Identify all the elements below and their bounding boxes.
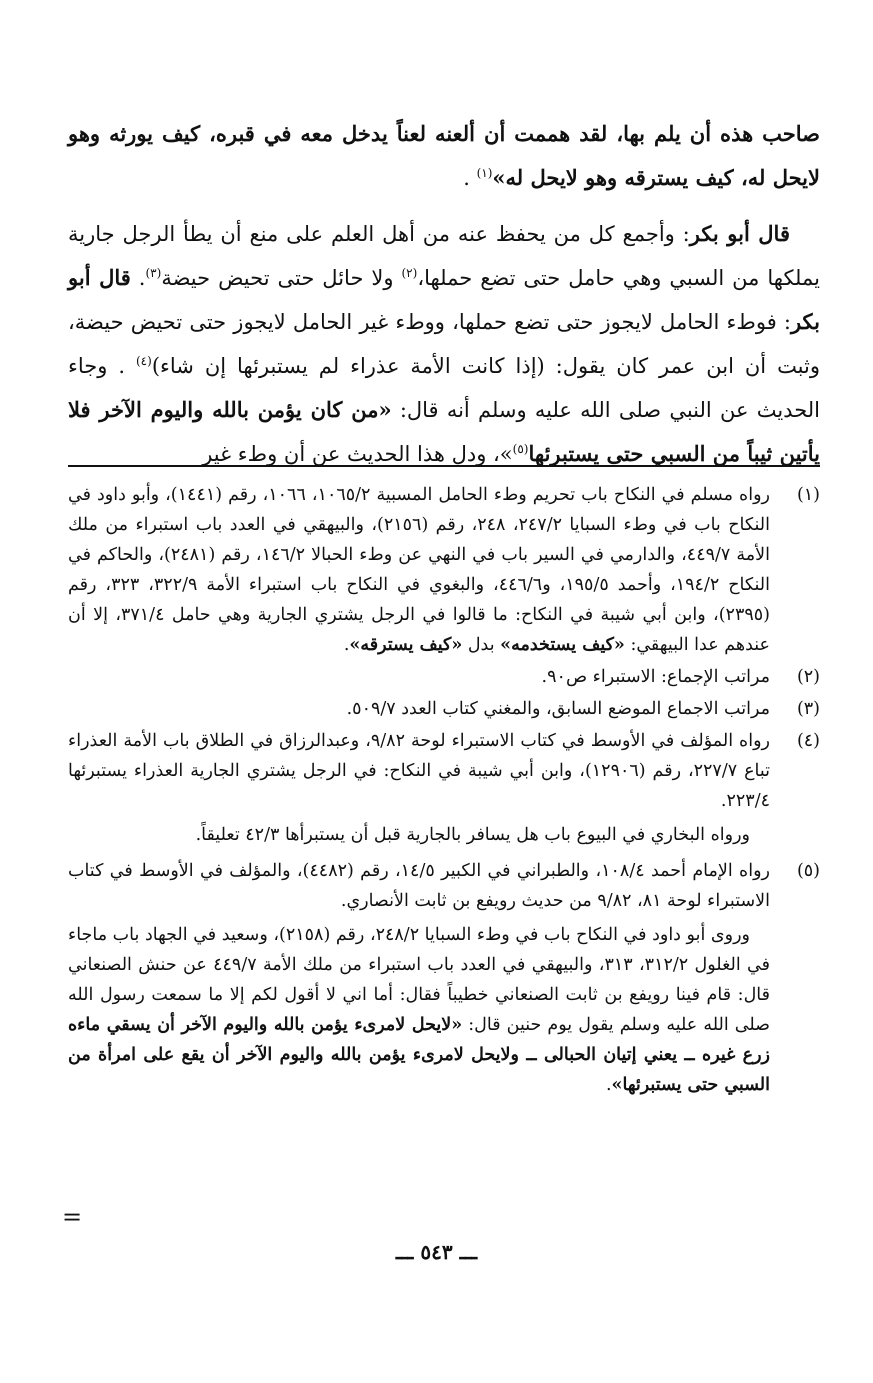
text-segment: ولا حائل حتى تحيض حيضة	[161, 266, 402, 290]
text-segment: .	[130, 266, 146, 290]
footnote-number: (٤)	[796, 731, 820, 751]
footnote-2	[68, 662, 820, 692]
footnote-text-segment: .	[343, 635, 350, 655]
hadith-text: «لايحل لامرىء يؤمن بالله واليوم الآخر أن يسقي ماءه زرع غيره ــ يعني إتيان الحبالى ــ ولايحل لامرىء يؤمن بالله واليوم الآخر أن يقع على امرأة من السبي حتى يستبرئها»	[68, 1015, 770, 1095]
continuation-mark: =	[62, 1203, 83, 1231]
quoted-variant: «كيف يسترقه»	[349, 635, 463, 655]
footnote-text-segment: رواه مسلم في النكاح باب تحريم وطء الحامل المسبية ١٠٦٥/٢، ١٠٦٦، رقم (١٤٤١)، وأبو داود في النكاح باب في وطء السبايا ٢٤٧/٢، ٢٤٨، رقم (٢١٥٦)، والبيهقي في العدد باب استبراء من ملك الأمة ٤٤٩/٧، والدارمي في السير باب في النهي عن وطء الحبالا ١٤٦/٢، رقم (٢٤٨١)، والحاكم في النكاح ١٩٤/٢، وأحمد ١٩٥/٥، و٤٤٦/٦، والبغوي في النكاح باب استبراء الأمة ٣٢٢/٩، ٣٢٣، رقم (٢٣٩٥)، وابن أبي شيبة في النكاح: ما قالوا في الرجل يشتري الجارية وهي حامل ٣٧١/٤، إلا أن عندهم عدا البيهقي:	[68, 485, 770, 655]
footnote-ref-4: (٤)	[135, 354, 152, 368]
footnote-5	[68, 856, 820, 916]
footnote-divider	[68, 465, 820, 467]
hadith-text: صاحب هذه أن يلم بها، لقد هممت أن ألعنه لعناً يدخل معه في قبره، كيف يورثه وهو لايحل له، كيف يسترقه وهو لايحل له»	[68, 121, 820, 190]
footnote-ref-5: (٥)	[512, 442, 529, 456]
footnote-ref-2: (٢)	[401, 266, 418, 280]
paragraph-2	[68, 212, 820, 476]
text-segment: . وجاء الحديث عن النبي صلى الله عليه وسلم أنه قال:	[68, 354, 820, 422]
main-text	[68, 112, 820, 476]
footnotes	[68, 480, 820, 1106]
footnote-4-continuation: ورواه البخاري في البيوع باب هل يسافر بالجارية قبل أن يستبرأها ٤٢/٣ تعليقاً.	[195, 825, 750, 845]
footnote-ref-3: (٣)	[145, 266, 162, 280]
paragraph-1	[68, 112, 820, 200]
author-lead: قال أبو بكر	[689, 221, 790, 246]
text-segment: : فوطء الحامل لايجوز حتى تضع حملها، ووطء غير الحامل لايجوز حتى تحيض حيضة، وثبت أن ابن عمر كان يقول: (إذا كانت الأمة عذراء لم يستبرئها إن شاء)	[68, 310, 821, 378]
quoted-variant: «كيف يستخدمه»	[500, 635, 625, 655]
footnote-text: مراتب الإجماع: الاستبراء ص٩٠.	[541, 667, 770, 687]
footnote-4	[68, 726, 820, 816]
footnote-number: (٥)	[796, 861, 820, 881]
paragraph-end: .	[463, 166, 477, 190]
footnote-text: مراتب الاجماع الموضع السابق، والمغني كتاب العدد ٥٠٩/٧.	[346, 699, 770, 719]
page-number: ـــ ٥٤٣ ـــ	[395, 1240, 478, 1264]
footnote-text: رواه الإمام أحمد ١٠٨/٤، والطبراني في الكبير ١٤/٥، رقم (٤٤٨٢)، والمؤلف في الأوسط في كتاب الاستبراء لوحة ٨١، ٩/٨٢ من حديث رويفع بن ثابت الأنصاري.	[68, 861, 770, 911]
footnote-1	[68, 480, 820, 660]
text-segment: : وأجمع كل من يحفظ عنه من أهل العلم على منع أن يطأ الرجل جارية يملكها من السبي وهي حامل حتى تضع حملها،	[68, 222, 820, 290]
hadith-text: «من كان يؤمن بالله واليوم الآخر فلا يأتين ثيباً من السبي حتى يستبرئها	[68, 397, 820, 466]
footnote-3	[68, 694, 820, 724]
footnote-number: (٣)	[796, 699, 820, 719]
footnote-text-segment: بدل	[462, 635, 501, 655]
footnote-text	[68, 480, 770, 660]
footnote-text-segment: .	[605, 1075, 612, 1095]
footnote-number: (١)	[796, 485, 820, 505]
author-lead: قال أبو بكر	[68, 265, 820, 334]
footnote-text: رواه المؤلف في الأوسط في كتاب الاستبراء لوحة ٩/٨٢، وعبدالرزاق في الطلاق باب الأمة العذراء تباع ٢٢٧/٧، رقم (١٢٩٠٦)، وابن أبي شيبة في النكاح: في الرجل يشتري الجارية العذراء يستبرئها ٢٢٣/٤.	[68, 731, 770, 811]
text-segment: »، ودل هذا الحديث عن أن وطء غير	[202, 442, 513, 466]
footnote-text-segment: وروى أبو داود في النكاح باب في وطء السبايا ٢٤٨/٢، رقم (٢١٥٨)، وسعيد في الجهاد باب ماجاء في الغلول ٣١٢/٢، ٣١٣، والبيهقي في العدد باب استبراء من ملك الأمة ٤٤٩/٧ عن حنش الصنعاني قال: قام فينا رويفع بن ثابت الصنعاني خطيباً فقال: أما اني لا أقول لكم إلا ما سمعت رسول الله صلى الله عليه وسلم يقول يوم حنين قال:	[68, 925, 771, 1035]
footnote-5-continuation	[68, 920, 770, 1100]
footnote-number: (٢)	[796, 667, 820, 687]
footnote-ref-1: (١)	[476, 166, 493, 180]
